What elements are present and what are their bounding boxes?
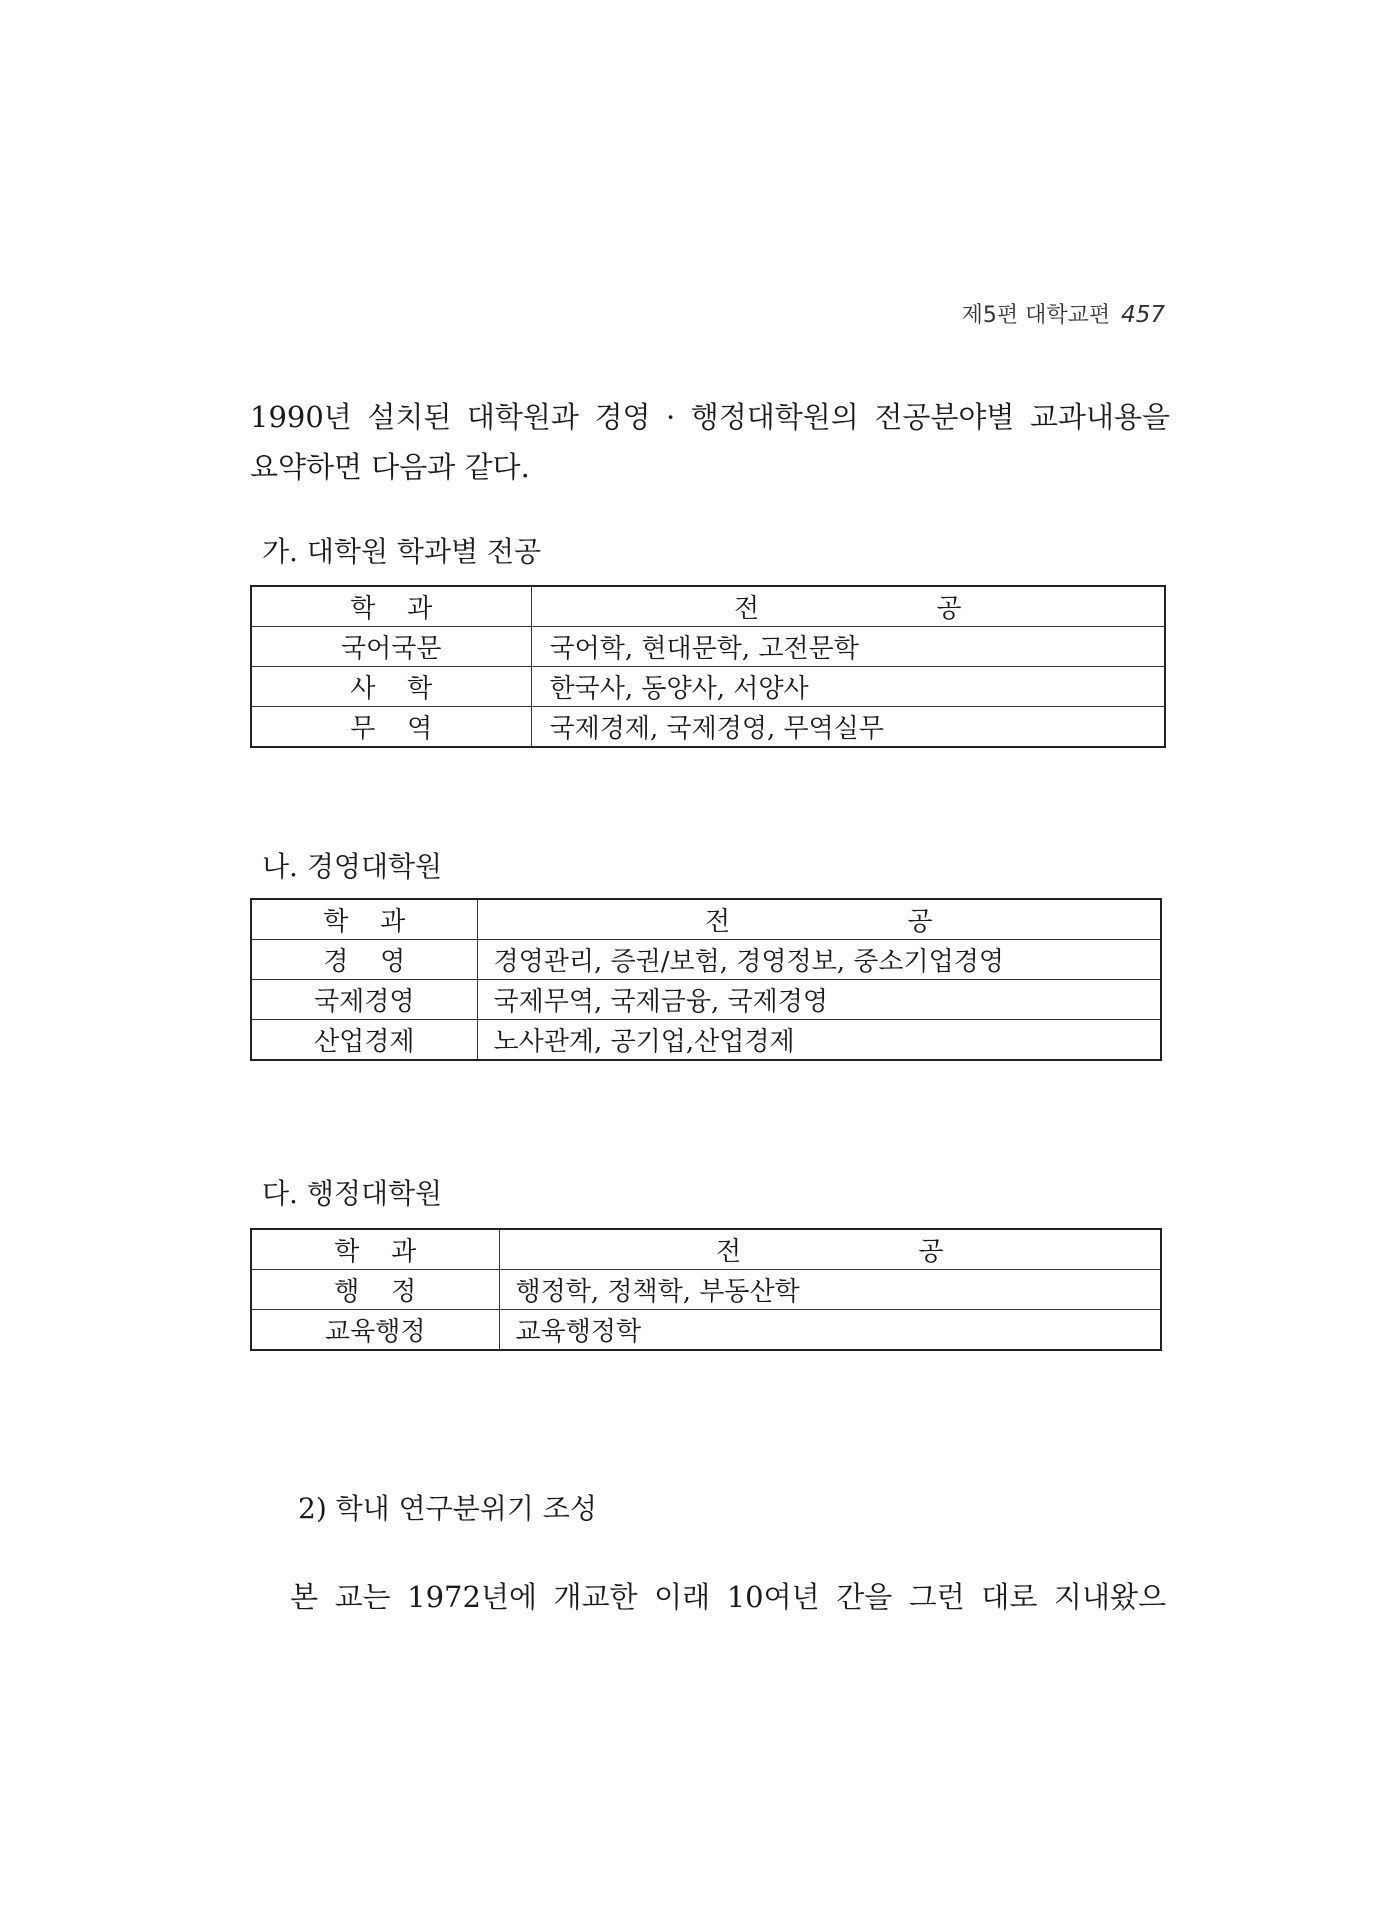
- dept-cell: 국어국문: [251, 627, 531, 667]
- grad-majors-table: [250, 585, 1166, 748]
- header-major: 전 공: [499, 1229, 1161, 1270]
- table-row: [251, 1310, 1161, 1351]
- table-row: [251, 707, 1165, 748]
- admin-majors-table: [250, 1228, 1162, 1351]
- header-dept: 학 과: [251, 1229, 499, 1270]
- dept-cell: 경 영: [251, 940, 477, 980]
- table-row: [251, 980, 1161, 1020]
- major-cell: 국제무역, 국제금융, 국제경영: [477, 980, 1161, 1020]
- dept-cell: 행 정: [251, 1270, 499, 1310]
- major-cell: 국제경제, 국제경영, 무역실무: [531, 707, 1165, 748]
- header-dept: 학 과: [251, 586, 531, 627]
- dept-cell: 무 역: [251, 707, 531, 748]
- table-row: [251, 1270, 1161, 1310]
- dept-cell: 교육행정: [251, 1310, 499, 1351]
- table-header-row: [251, 1229, 1161, 1270]
- body-paragraph: 본 교는 1972년에 개교한 이래 10여년 간을 그런 대로 지내왔으: [290, 1580, 1166, 1614]
- section-title-admin: 다. 행정대학원: [262, 1177, 443, 1210]
- table-row: [251, 627, 1165, 667]
- header-major: 전 공: [477, 899, 1161, 940]
- header-dept: 학 과: [251, 899, 477, 940]
- page-number: 457: [1121, 302, 1165, 328]
- table-row: [251, 1020, 1161, 1061]
- business-majors-table: [250, 898, 1162, 1061]
- table-row: [251, 940, 1161, 980]
- major-cell: 행정학, 정책학, 부동산학: [499, 1270, 1161, 1310]
- major-cell: 경영관리, 증권/보험, 경영정보, 중소기업경영: [477, 940, 1161, 980]
- section-label: 제5편 대학교편: [961, 303, 1111, 328]
- subsection-title: 2) 학내 연구분위기 조성: [298, 1492, 597, 1525]
- major-cell: 교육행정학: [499, 1310, 1161, 1351]
- intro-paragraph: [250, 392, 1170, 492]
- table-header-row: [251, 586, 1165, 627]
- dept-cell: 국제경영: [251, 980, 477, 1020]
- page-header: [962, 298, 1165, 329]
- section-title-grad: 가. 대학원 학과별 전공: [262, 535, 542, 568]
- dept-cell: 사 학: [251, 667, 531, 707]
- section-title-business: 나. 경영대학원: [262, 850, 443, 883]
- intro-line-1: 1990년 설치된 대학원과 경영 · 행정대학원의 전공분야별 교과내용을: [250, 400, 1170, 434]
- table-header-row: [251, 899, 1161, 940]
- dept-cell: 산업경제: [251, 1020, 477, 1061]
- table-row: [251, 667, 1165, 707]
- major-cell: 한국사, 동양사, 서양사: [531, 667, 1165, 707]
- major-cell: 노사관계, 공기업,산업경제: [477, 1020, 1161, 1061]
- header-major: 전 공: [531, 586, 1165, 627]
- intro-line-2: 요약하면 다음과 같다.: [250, 450, 530, 484]
- major-cell: 국어학, 현대문학, 고전문학: [531, 627, 1165, 667]
